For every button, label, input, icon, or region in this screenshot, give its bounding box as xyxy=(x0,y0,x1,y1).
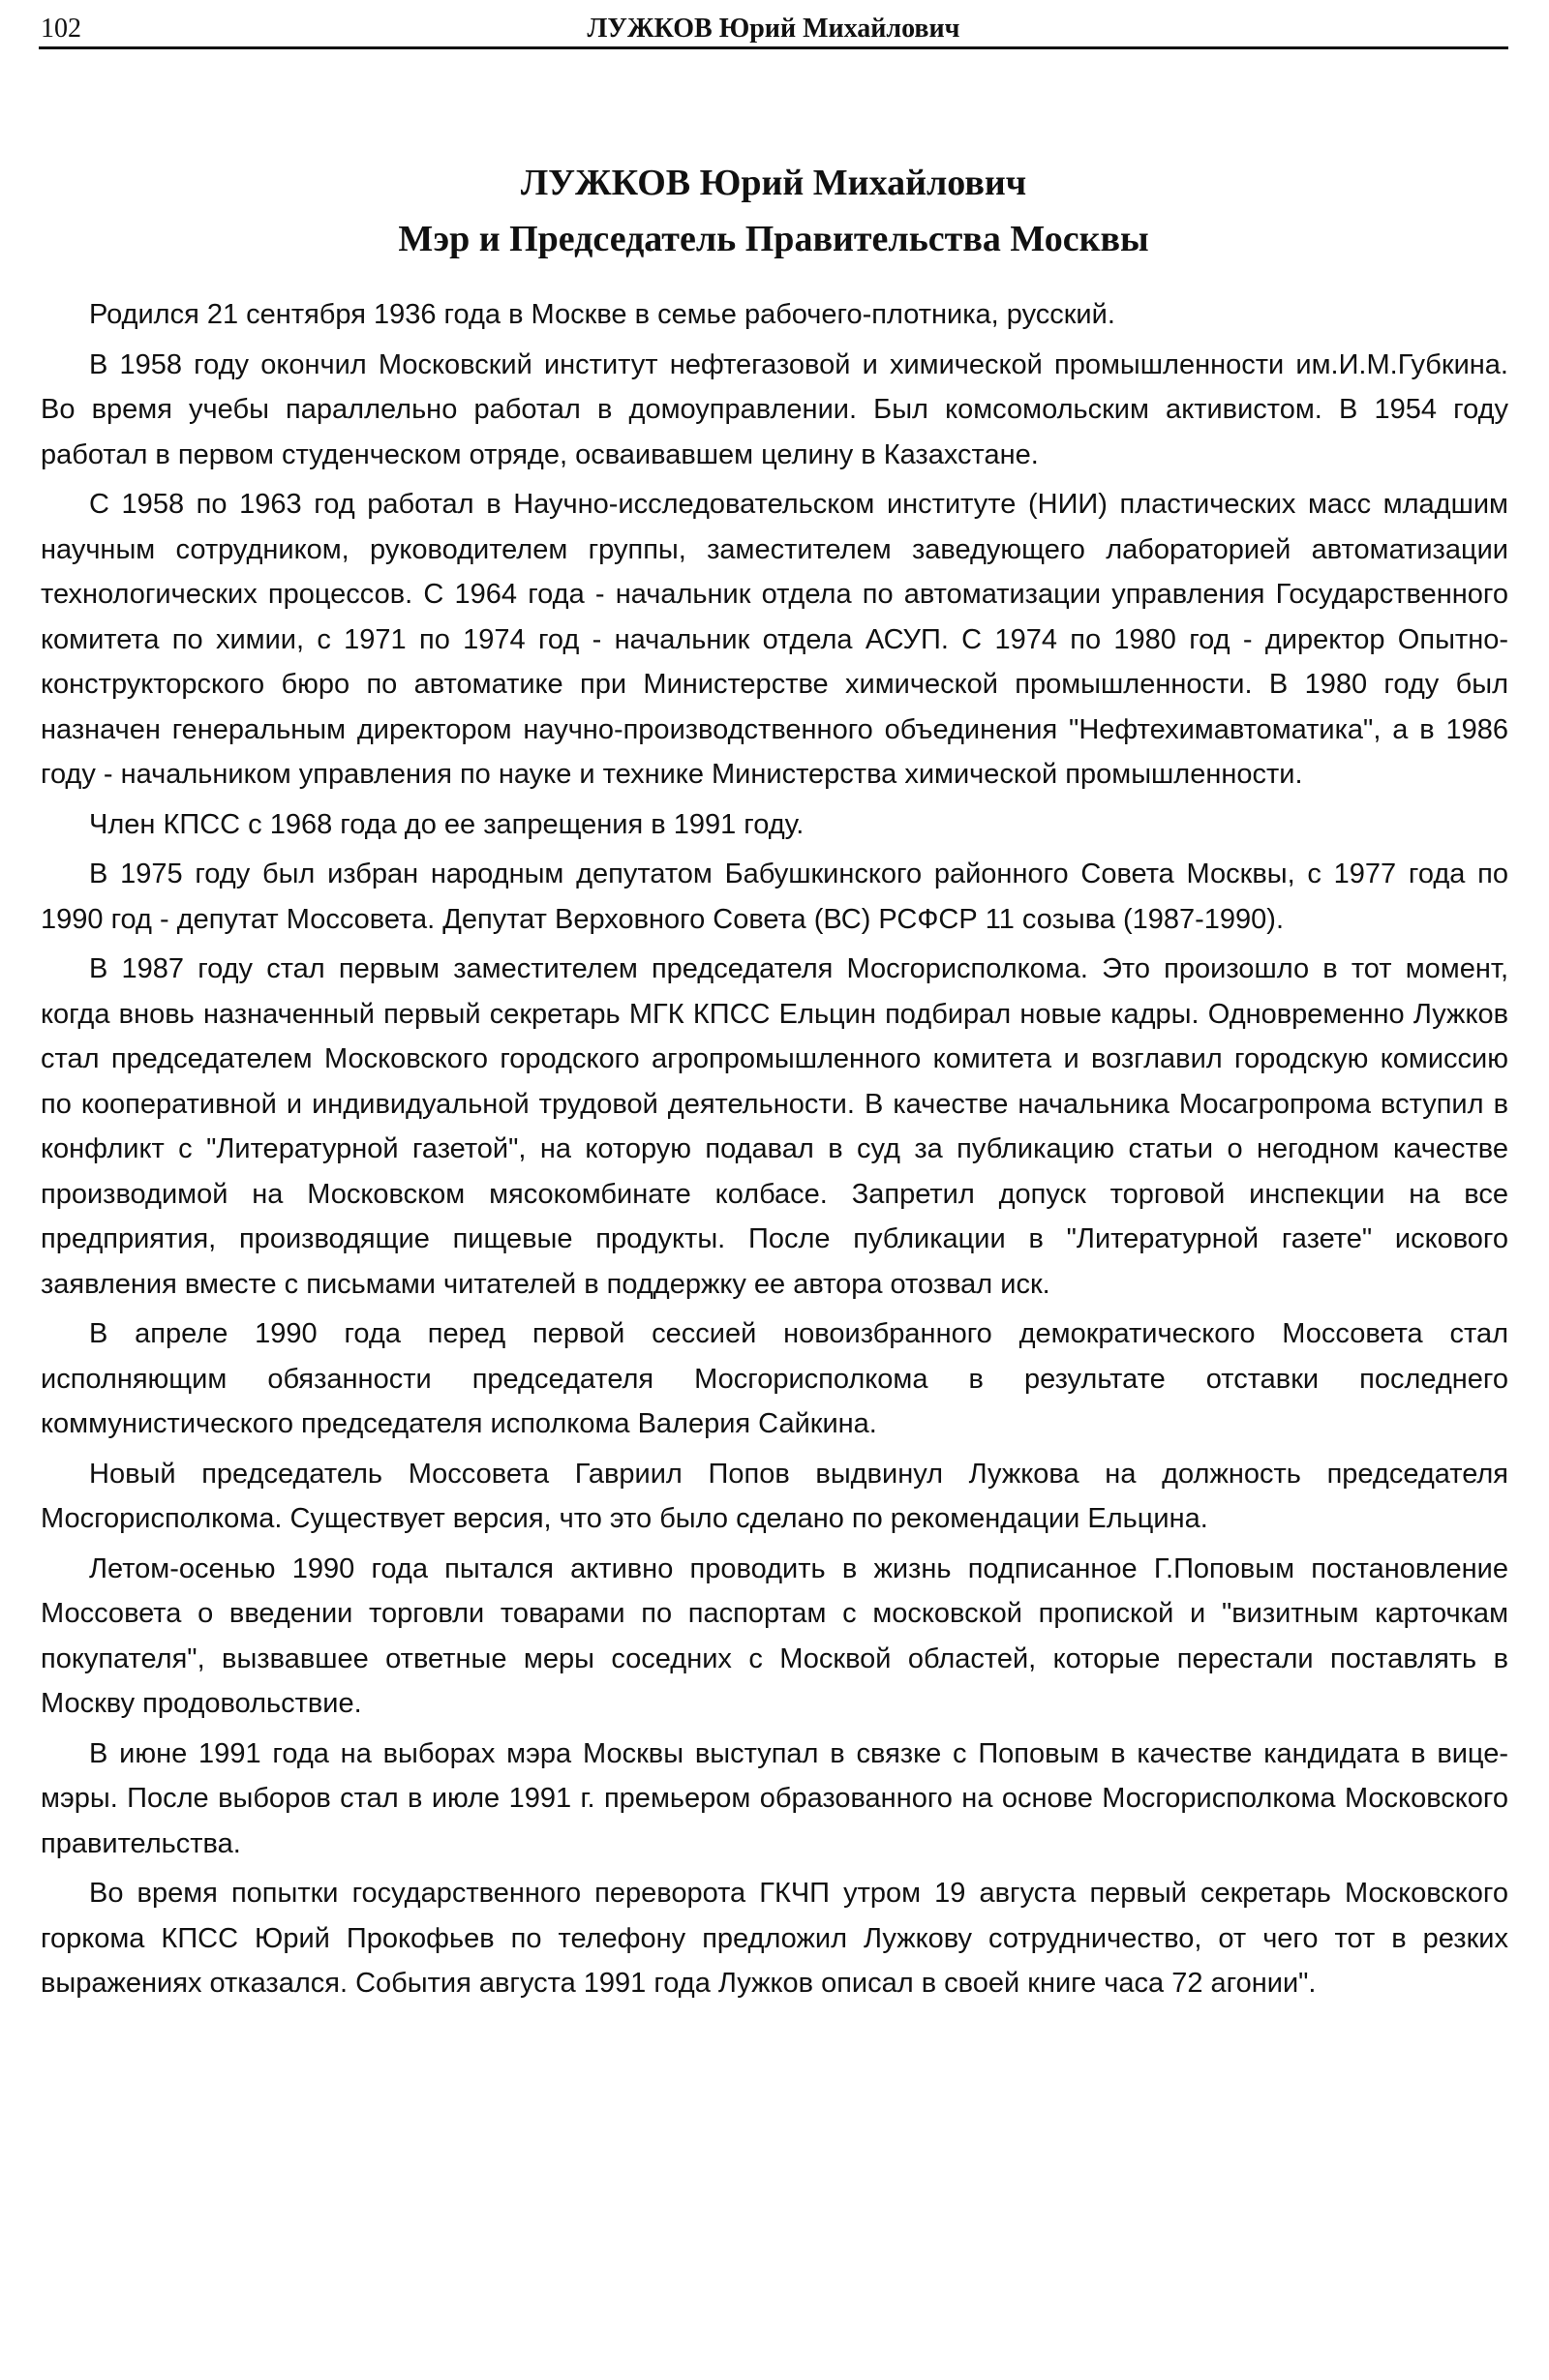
paragraph: Летом-осенью 1990 года пытался активно проводить в жизнь подписанное Г.Поповым постановление Моссовета о введении торговли товарами по паспортам с московской пропиской и "визитным карточкам покупателя", вызвавшее ответные меры соседних с Москвой областей, которые перестали поставлять в Москву продовольствие. xyxy=(41,1552,1508,1719)
paragraph: В июне 1991 года на выборах мэра Москвы выступал в связке с Поповым в качестве кандидата в вице-мэры. После выборов стал в июле 1991 г. премьером образованного на основе Мосгорисполкома Московского правительства. xyxy=(41,1737,1508,1859)
paragraph: В 1975 году был избран народным депутатом Бабушкинского районного Совета Москвы, с 1977 года по 1990 год - депутат Моссовета. Депутат Верховного Совета (ВС) РСФСР 11 созыва (1987-1990). xyxy=(41,859,1508,935)
paragraph: Член КПСС с 1968 года до ее запрещения в 1991 году. xyxy=(89,808,805,840)
running-header xyxy=(39,8,1508,49)
paragraph: В апреле 1990 года перед первой сессией новоизбранного демократического Моссовета стал исполняющим обязанности председателя Мосгорисполкома в результате отставки последнего коммунистического председателя исполкома Валерия Сайкина. xyxy=(41,1318,1508,1439)
position-subheading: Мэр и Председатель Правительства Москвы xyxy=(398,219,1149,259)
page-number: 102 xyxy=(41,14,81,44)
article-title-block xyxy=(39,155,1508,267)
paragraph: Во время попытки государственного переворота ГКЧП утром 19 августа первый секретарь Московского горкома КПСС Юрий Прокофьев по телефону предложил Лужкову сотрудничество, от чего тот в резких выражениях отказался. События августа 1991 года Лужков описал в своей книге часа 72 агонии". xyxy=(41,1878,1508,1999)
paragraph: Новый председатель Моссовета Гавриил Попов выдвинул Лужкова на должность председателя Мосгорисполкома. Существует версия, что это было сделано по рекомендации Ельцина. xyxy=(41,1458,1508,1534)
paragraph: Родился 21 сентября 1936 года в Москве в семье рабочего-плотника, русский. xyxy=(89,299,1115,330)
paragraph: С 1958 по 1963 год работал в Научно-исследовательском институте (НИИ) пластических масс младшим научным сотрудником, руководителем группы, заместителем заведующего лабораторией автоматизации технологических процессов. С 1964 года - начальник отдела по автоматизации управления Государственного комитета по химии, с 1971 по 1974 год - начальник отдела АСУП. С 1974 по 1980 год - директор Опытно-конструкторского бюро по автоматике при Министерстве химической промышленности. В 1980 году был назначен генеральным директором научно-производственного объединения "Нефтехимавтоматика", а в 1986 году - начальником управления по науке и технике Министерства химической промышленности. xyxy=(41,489,1508,790)
paragraph: В 1987 году стал первым заместителем председателя Мосгорисполкома. Это произошло в тот момент, когда вновь назначенный первый секретарь МГК КПСС Ельцин подбирал новые кадры. Одновременно Лужков стал председателем Московского городского агропромышленного комитета и возглавил городскую комиссию по кооперативной и индивидуальной трудовой деятельности. В качестве начальника Мосагропрома вступил в конфликт с "Литературной газетой", на которую подавал в суд за публикацию статьи о негодном качестве производимой на Московском мясокомбинате колбасе. Запретил допуск торговой инспекции на все предприятия, производящие пищевые продукты. После публикации в "Литературной газете" искового заявления вместе с письмами читателей в поддержку ее автора отозвал иск. xyxy=(41,953,1508,1300)
person-name-heading: ЛУЖКОВ Юрий Михайлович xyxy=(520,163,1027,203)
running-title: ЛУЖКОВ Юрий Михайлович xyxy=(587,14,960,44)
article-body xyxy=(41,292,1508,2011)
paragraph: В 1958 году окончил Московский институт нефтегазовой и химической промышленности им.И.М.Губкина. Во время учебы параллельно работал в домоуправлении. Был комсомольским активистом. В 1954 году работал в первом студенческом отряде, осваивавшем целину в Казахстане. xyxy=(41,348,1508,470)
